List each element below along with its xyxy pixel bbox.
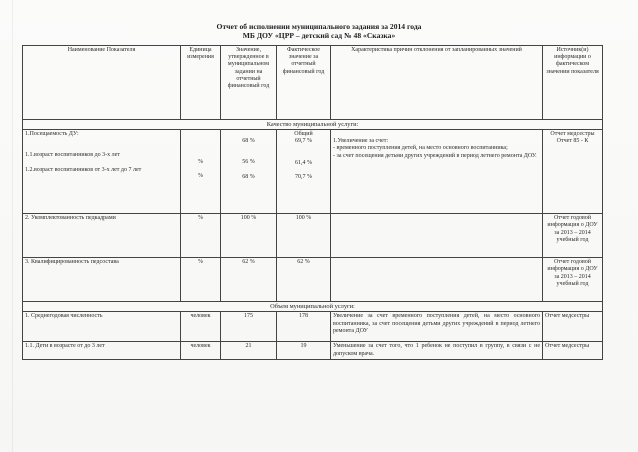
qualification-source: Отчет годовой информация о ДОУ за 2013 – 2014 учебный год bbox=[543, 258, 603, 302]
headcount-reason: Увеличение за счет временного поступления детей, на место основного воспитанника, за счет посещения детьми других учреждений в период летнего ремонта ДОУ bbox=[331, 312, 543, 342]
attendance-sub1-approved: 56 % bbox=[242, 159, 255, 166]
staffing-name: 2. Укомплектованность педкадрами bbox=[23, 214, 181, 258]
attendance-approved: 68 % bbox=[242, 138, 255, 145]
cell-attendance-source: Отчет медсестры Отчет 85 - К bbox=[543, 130, 603, 214]
header-reasons: Характеристика причин отклонения от запланированных значений bbox=[331, 46, 543, 120]
attendance-sub1-unit: % bbox=[198, 159, 203, 166]
section-quality bbox=[23, 120, 603, 130]
attendance-reason-2: - временного поступления детей, на место основного воспитанника; bbox=[333, 145, 508, 152]
attendance-actual-label: Общий bbox=[294, 131, 313, 138]
headcount-actual: 178 bbox=[277, 312, 331, 342]
under3-approved: 21 bbox=[221, 342, 277, 360]
header-actual: Фактическое значение за отчетный финансовый год bbox=[277, 46, 331, 120]
headcount-source: Отчет медсестры bbox=[543, 312, 603, 342]
headcount-approved: 175 bbox=[221, 312, 277, 342]
section-volume bbox=[23, 302, 603, 312]
under3-name: 1.1. Дети в возрасте от до 3 лет bbox=[23, 342, 181, 360]
attendance-sub2-approved: 68 % bbox=[242, 173, 255, 180]
staffing-source: Отчет годовой информация о ДОУ за 2013 – 2014 учебный год bbox=[543, 214, 603, 258]
attendance-reason-1: 1.Увеличение за счет: bbox=[333, 138, 389, 145]
staffing-approved: 100 % bbox=[221, 214, 277, 258]
header-row bbox=[23, 46, 603, 120]
table-row-qualification bbox=[23, 258, 603, 302]
cell-attendance-approved bbox=[221, 130, 277, 214]
under3-reason: Уменьшение за счет того, что 1 ребенок не поступил в группу, в связи с не допуском врача. bbox=[331, 342, 543, 360]
attendance-sub2-unit: % bbox=[198, 173, 203, 180]
under3-source: Отчет медсестры bbox=[543, 342, 603, 360]
attendance-sub2-actual: 70,7 % bbox=[295, 173, 312, 180]
table-row-headcount bbox=[23, 312, 603, 342]
table-row-attendance bbox=[23, 130, 603, 214]
header-source: Источник(и) информации о фактическом значении показателя bbox=[543, 46, 603, 120]
section-quality-label: Качество муниципальной услуги: bbox=[23, 120, 603, 130]
attendance-name: 1.Посещаемость ДУ: bbox=[25, 131, 79, 138]
qualification-unit: % bbox=[181, 258, 221, 302]
attendance-reason-3: - за счет посещения детьми других учреждений в период летнего ремонта ДОУ. bbox=[333, 152, 537, 159]
title-line-1: Отчет об исполнении муниципального задания за 2014 года bbox=[216, 22, 422, 31]
table-row-staffing bbox=[23, 214, 603, 258]
under3-actual: 19 bbox=[277, 342, 331, 360]
staffing-actual: 100 % bbox=[277, 214, 331, 258]
attendance-sub1-actual: 61,4 % bbox=[295, 159, 312, 166]
qualification-name: 3. Квалифицированность педсостава bbox=[23, 258, 181, 302]
staffing-reason bbox=[331, 214, 543, 258]
table-row-under3 bbox=[23, 342, 603, 360]
attendance-actual: 69,7 % bbox=[295, 138, 312, 145]
cell-attendance-name bbox=[23, 130, 181, 214]
headcount-unit: человек bbox=[181, 312, 221, 342]
report-table bbox=[22, 45, 603, 360]
qualification-approved: 62 % bbox=[221, 258, 277, 302]
cell-attendance-reason bbox=[331, 130, 543, 214]
headcount-name: 1. Среднегодовая численность bbox=[23, 312, 181, 342]
attendance-sub2-name: 1.2.возраст воспитанников от 3-х лет до 7 лет bbox=[25, 166, 142, 173]
cell-attendance-actual bbox=[277, 130, 331, 214]
section-volume-label: Объем муниципальной услуги: bbox=[23, 302, 603, 312]
header-name: Наименование Показателя bbox=[23, 46, 181, 120]
attendance-sub1-name: 1.1.возраст воспитанников до 3-х лет bbox=[25, 152, 120, 159]
title-line-2: МБ ДОУ «ЦРР – детский сад № 48 «Сказка» bbox=[242, 31, 396, 40]
scan-shadow bbox=[12, 0, 13, 452]
qualification-reason bbox=[331, 258, 543, 302]
header-approved: Значение, утвержденное в муниципальном задании на отчетный финансовый год bbox=[221, 46, 277, 120]
qualification-actual: 62 % bbox=[277, 258, 331, 302]
under3-unit: человек bbox=[181, 342, 221, 360]
staffing-unit: % bbox=[181, 214, 221, 258]
report-title bbox=[0, 22, 638, 40]
cell-attendance-unit bbox=[181, 130, 221, 214]
header-unit: Единица измерения bbox=[181, 46, 221, 120]
